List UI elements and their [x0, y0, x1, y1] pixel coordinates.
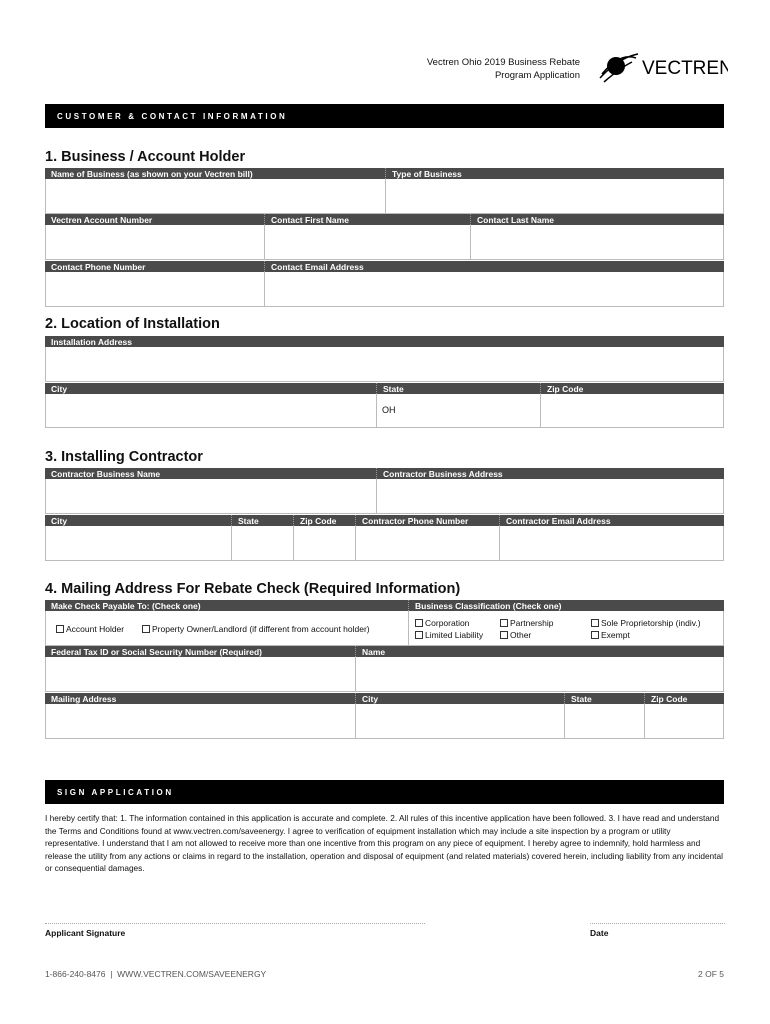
certification-text: I hereby certify that: 1. The information contained in this application is accurate and complete. 2. All rules of this incentive application have been followed. 3. I have read and understand the Terms and Conditions found at www.vectren.com/saveenergy. I agree to verification of equipment installation which may include a site inspection by a program or utility representative. I understand that I am not allowed to receive more than one incentive from this program on any piece of equipment. I hereby agree to indemnify, hold harmless and release the utility from any actions or claims in regard to the installation, operation and disposal of equipment (and related materials) covered herein, including liability from any incidental or consequential damages.: [45, 813, 723, 874]
label-mailing-state: State: [564, 693, 644, 704]
email-field[interactable]: [264, 272, 724, 307]
date-label: Date: [590, 928, 609, 938]
contractor-address-field[interactable]: [376, 479, 724, 514]
label-business-type: Type of Business: [385, 168, 724, 179]
checkbox-limited-liability[interactable]: Limited Liability: [415, 630, 483, 640]
business-type-field[interactable]: [385, 179, 724, 214]
contractor-state-field[interactable]: [231, 526, 293, 561]
installation-address-field[interactable]: [45, 347, 724, 382]
city-field[interactable]: [45, 394, 376, 428]
section-3-title: 3. Installing Contractor: [45, 449, 203, 465]
label-classification: Business Classification (Check one): [408, 600, 724, 611]
payable-group: [45, 611, 408, 646]
contractor-phone-field[interactable]: [355, 526, 499, 561]
page-number: 2 OF 5: [698, 969, 724, 979]
checkbox-other[interactable]: Other: [500, 630, 531, 640]
label-installation-address: Installation Address: [51, 337, 132, 347]
account-number-field[interactable]: [45, 225, 264, 260]
label-contractor-address: Contractor Business Address: [376, 468, 724, 479]
footer-contact: 1-866-240-8476 | WWW.VECTREN.COM/SAVEENERGY: [45, 969, 267, 979]
signature-line[interactable]: [45, 923, 425, 924]
label-phone: Contact Phone Number: [51, 262, 146, 272]
mailing-address-field[interactable]: [45, 704, 355, 739]
section-1-title: 1. Business / Account Holder: [45, 149, 246, 165]
document-title: [427, 56, 580, 82]
label-email: Contact Email Address: [264, 261, 724, 272]
label-contractor-city: City: [51, 516, 68, 526]
label-contractor-email: Contractor Email Address: [499, 515, 724, 526]
label-account-number: Vectren Account Number: [51, 215, 153, 225]
contractor-name-field[interactable]: [45, 479, 376, 514]
label-mailing-address: Mailing Address: [51, 694, 117, 704]
contractor-zip-field[interactable]: [293, 526, 355, 561]
label-tax-id: Federal Tax ID or Social Security Number (Required): [51, 647, 262, 657]
section-4-title: 4. Mailing Address For Rebate Check (Required Information): [45, 581, 461, 597]
label-contractor-state: State: [231, 515, 293, 526]
section-2-title: 2. Location of Installation: [45, 316, 220, 332]
label-contractor-phone: Contractor Phone Number: [355, 515, 499, 526]
label-last-name: Contact Last Name: [470, 214, 724, 225]
date-line[interactable]: [590, 923, 725, 924]
zip-field[interactable]: [540, 394, 724, 428]
label-mailing-city: City: [355, 693, 564, 704]
vectren-logo: [598, 48, 728, 88]
phone-field[interactable]: [45, 272, 264, 307]
state-field[interactable]: OH: [376, 394, 540, 428]
label-mailing-zip: Zip Code: [644, 693, 724, 704]
signature-label: Applicant Signature: [45, 928, 126, 938]
label-first-name: Contact First Name: [264, 214, 470, 225]
mailing-state-field[interactable]: [564, 704, 644, 739]
contractor-city-field[interactable]: [45, 526, 231, 561]
label-contractor-zip: Zip Code: [293, 515, 355, 526]
first-name-field[interactable]: [264, 225, 470, 260]
label-name: Name: [355, 646, 724, 657]
sign-application-section-bar: SIGN APPLICATION: [45, 780, 724, 804]
last-name-field[interactable]: [470, 225, 724, 260]
classification-group: [408, 611, 724, 646]
label-zip: Zip Code: [540, 383, 724, 394]
contractor-email-field[interactable]: [499, 526, 724, 561]
checkbox-property-owner[interactable]: Property Owner/Landlord (if different from account holder): [142, 624, 370, 634]
customer-contact-section-bar: CUSTOMER & CONTACT INFORMATION: [45, 104, 724, 128]
label-business-name: Name of Business (as shown on your Vectren bill): [51, 169, 253, 179]
checkbox-sole-proprietorship[interactable]: Sole Proprietorship (indiv.): [591, 618, 701, 628]
checkbox-account-holder[interactable]: Account Holder: [56, 624, 124, 634]
tax-id-field[interactable]: [45, 657, 355, 692]
title-line-1: Vectren Ohio 2019 Business Rebate: [426, 57, 580, 68]
name-field[interactable]: [355, 657, 724, 692]
mailing-zip-field[interactable]: [644, 704, 724, 739]
business-name-field[interactable]: [45, 179, 385, 214]
checkbox-exempt[interactable]: Exempt: [591, 630, 630, 640]
checkbox-partnership[interactable]: Partnership: [500, 618, 553, 628]
label-payable: Make Check Payable To: (Check one): [51, 601, 201, 611]
mailing-city-field[interactable]: [355, 704, 564, 739]
label-city: City: [51, 384, 68, 394]
label-state: State: [376, 383, 540, 394]
label-contractor-name: Contractor Business Name: [51, 469, 161, 479]
title-line-2: Program Application: [494, 70, 580, 81]
checkbox-corporation[interactable]: Corporation: [415, 618, 469, 628]
svg-text:VECTREN: VECTREN: [642, 58, 728, 79]
